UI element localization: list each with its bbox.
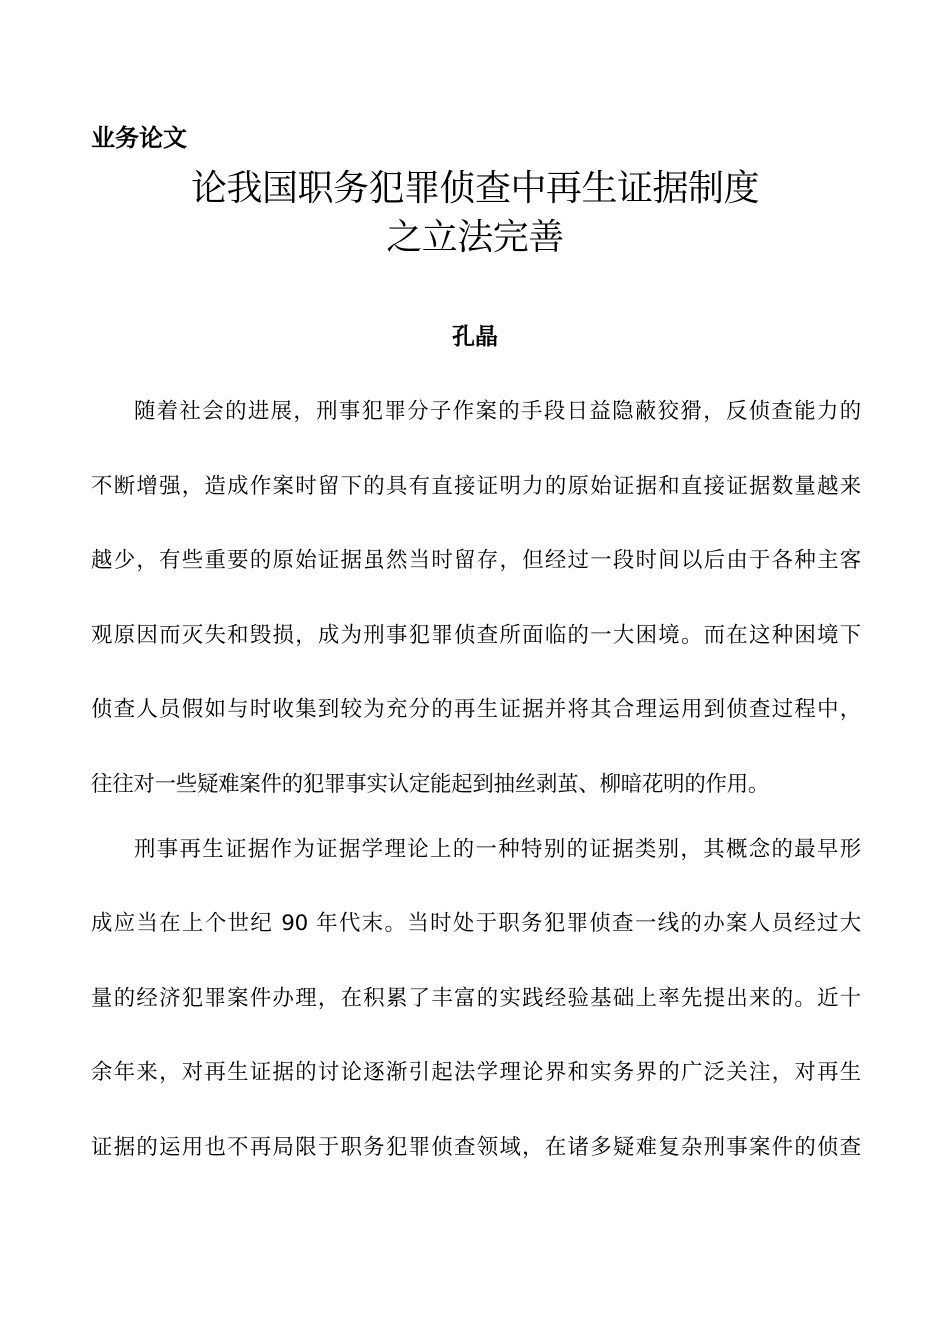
paragraph-1-line-5: 侦查人员假如与时收集到较为充分的再生证据并将其合理运用到侦查过程中， — [91, 697, 861, 722]
paragraph-1-line-4: 观原因而灭失和毁损，成为刑事犯罪侦查所面临的一大困境。而在这种困境下 — [91, 623, 861, 648]
paragraph-2-line-3: 量的经济犯罪案件办理，在积累了丰富的实践经验基础上率先提出来的。近十 — [91, 986, 861, 1011]
paragraph-2-line-5: 证据的运用也不再局限于职务犯罪侦查领域，在诸多疑难复杂刑事案件的侦查 — [91, 1135, 861, 1160]
paragraph-1-line-1: 随着社会的进展，刑事犯罪分子作案的手段日益隐蔽狡猾，反侦查能力的 — [134, 399, 861, 424]
paragraph-1-line-6: 往往对一些疑难案件的犯罪事实认定能起到抽丝剥茧、柳暗花明的作用。 — [91, 772, 770, 797]
document-title-line-2: 之立法完善 — [386, 217, 564, 258]
paragraph-2-line-2: 成应当在上个世纪 90 年代末。当时处于职务犯罪侦查一线的办案人员经过大 — [91, 911, 861, 936]
paragraph-1-line-3: 越少，有些重要的原始证据虽然当时留存，但经过一段时间以后由于各种主客 — [91, 548, 861, 573]
document-author: 孔晶 — [452, 324, 498, 350]
paragraph-2-line-1: 刑事再生证据作为证据学理论上的一种特别的证据类别，其概念的最早形 — [134, 837, 861, 862]
document-category: 业务论文 — [91, 124, 187, 152]
paragraph-1-line-2: 不断增强，造成作案时留下的具有直接证明力的原始证据和直接证据数量越来 — [91, 474, 861, 499]
paragraph-2-line-4: 余年来，对再生证据的讨论逐渐引起法学理论界和实务界的广泛关注，对再生 — [91, 1060, 861, 1085]
document-title-line-1: 论我国职务犯罪侦查中再生证据制度 — [190, 168, 759, 209]
